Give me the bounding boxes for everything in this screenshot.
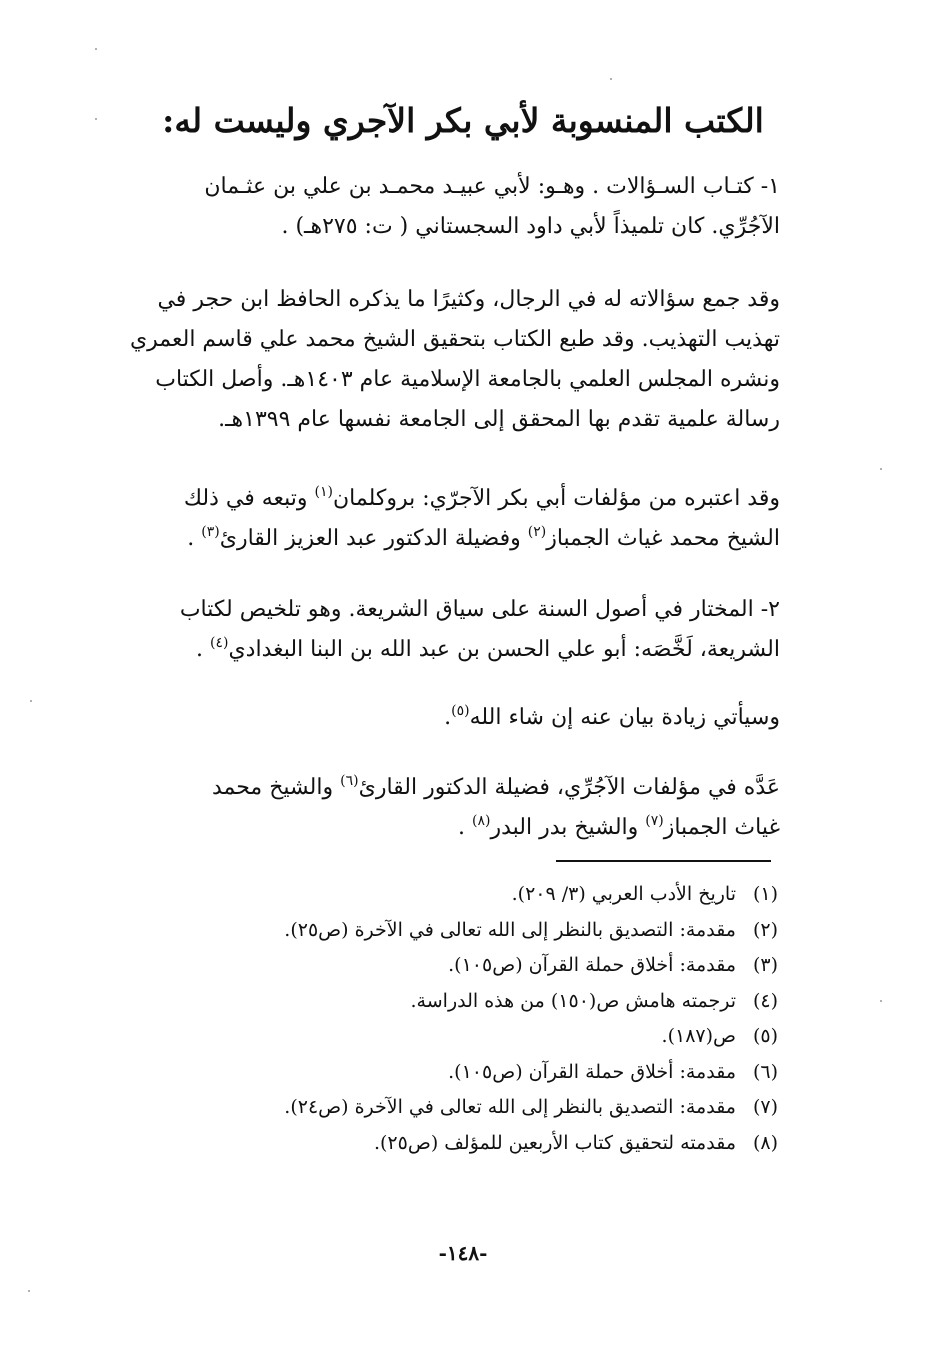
footnote-number: (٢) (752, 918, 778, 941)
footnote-number: (٣) (752, 954, 778, 976)
paragraph-line (74, 808, 780, 848)
footnote-number: (٥) (752, 1025, 778, 1047)
paragraph-line: تهذيب التهذيب. وقد طبع الكتاب بتحقيق الشيخ محمد علي قاسم العمري (129, 327, 780, 352)
text-run: والشيخ بدر البدر (490, 815, 646, 840)
footnotes-list (150, 877, 778, 1161)
paragraph-line (74, 519, 780, 559)
text-run: وسيأتي زيادة بيان عنه إن شاء الله (469, 705, 780, 730)
paragraph-2 (74, 280, 780, 440)
text-run: غياث الجمباز (663, 815, 780, 840)
footnote-item (150, 1090, 778, 1126)
paragraph-line: رسالة علمية تقدم بها المحقق إلى الجامعة نفسها عام ١٣٩٩هـ. (218, 407, 780, 432)
footnote-text: مقدمته لتحقيق كتاب الأربعين للمؤلف (ص٢٥). (373, 1131, 736, 1154)
footnote-text: ترجمته هامش ص(١٥٠) من هذه الدراسة. (410, 989, 736, 1012)
text-run: الشريعة، لَخَّصَه: أبو علي الحسن بن عبد الله بن البنا البغدادي (228, 637, 780, 662)
footnote-ref[interactable]: (٨) (471, 813, 491, 829)
text-run: الشيخ محمد غياث الجمباز (546, 526, 780, 551)
footnote-number: (٧) (752, 1096, 778, 1118)
footnote-number: (٦) (752, 1060, 778, 1083)
paragraph-line: وقد جمع سؤالاته له في الرجال، وكثيرًا ما يذكره الحافظ ابن حجر في (157, 287, 780, 312)
paragraph-line: ونشره المجلس العلمي بالجامعة الإسلامية عام ١٤٠٣هـ. وأصل الكتاب (155, 367, 780, 392)
paragraph-line (74, 768, 780, 808)
footnote-ref[interactable]: (١) (314, 484, 334, 500)
paragraph-line: ٢- المختار في أصول السنة على سياق الشريعة. وهو تلخيص لكتاب (179, 597, 780, 622)
text-run: . (187, 526, 202, 551)
scan-speck (28, 1290, 30, 1292)
footnote-ref[interactable]: (٦) (340, 773, 359, 789)
paragraph-6 (74, 768, 780, 848)
scan-speck (95, 48, 97, 50)
footnote-ref[interactable]: (٣) (201, 524, 220, 540)
text-run: . (457, 815, 472, 840)
footnote-number: (٤) (752, 989, 778, 1012)
footnote-item (150, 1019, 778, 1055)
page-title: الكتب المنسوبة لأبي بكر الآجري وليست له: (162, 101, 764, 140)
text-run: والشيخ محمد (211, 775, 341, 800)
footnote-text: مقدمة: التصديق بالنظر إلى الله تعالى في الآخرة (ص٢٤). (284, 1096, 736, 1118)
paragraph-line (74, 479, 780, 519)
footnote-item (150, 984, 778, 1020)
paragraph-line (74, 630, 780, 670)
text-run: . (195, 637, 210, 662)
footnote-item (150, 1055, 778, 1091)
paragraph-line (74, 698, 780, 738)
footnote-ref[interactable]: (٤) (209, 635, 229, 651)
footnote-number: (١) (752, 883, 778, 905)
text-run: عَدَّه في مؤلفات الآجُرِّي، فضيلة الدكتور القارئ (358, 775, 780, 800)
page-number: -١٤٨- (438, 1241, 488, 1265)
footnote-item (150, 1126, 778, 1162)
paragraph-1 (74, 167, 780, 247)
footnote-ref[interactable]: (٧) (645, 813, 664, 829)
footnote-separator (556, 860, 771, 862)
footnote-text: مقدمة: أخلاق حملة القرآن (ص١٠٥). (448, 954, 736, 976)
scan-speck (610, 78, 612, 80)
text-run: . (444, 705, 452, 730)
paragraph-3 (74, 479, 780, 559)
footnote-text: تاريخ الأدب العربي (٣/ ٢٠٩). (511, 883, 736, 905)
scan-speck (880, 1000, 882, 1002)
paragraph-line: الآجُرِّي. كان تلميذاً لأبي داود السجستاني ( ت: ٢٧٥هـ) . (281, 214, 780, 239)
footnote-number: (٨) (752, 1131, 778, 1154)
text-run: وتبعه في ذلك (183, 486, 315, 511)
footnote-item (150, 913, 778, 949)
footnote-item (150, 877, 778, 913)
footnote-ref[interactable]: (٥) (451, 703, 470, 719)
footnote-text: مقدمة: أخلاق حملة القرآن (ص١٠٥). (448, 1060, 736, 1083)
paragraph-4 (74, 590, 780, 670)
scan-speck (95, 118, 97, 120)
paragraph-line: ١- كتـاب السـؤالات . وهـو: لأبي عبيـد محمـد بن علي بن عثـمان (204, 174, 780, 199)
footnote-text: مقدمة: التصديق بالنظر إلى الله تعالى في الآخرة (ص٢٥). (284, 918, 736, 941)
footnote-ref[interactable]: (٢) (527, 524, 547, 540)
scan-speck (30, 700, 32, 702)
text-run: وفضيلة الدكتور عبد العزيز القارئ (219, 526, 528, 551)
text-run: وقد اعتبره من مؤلفات أبي بكر الآجرّي: بروكلمان (333, 486, 780, 511)
paragraph-5 (74, 698, 780, 738)
scan-speck (880, 468, 882, 470)
footnote-text: ص(١٨٧). (661, 1025, 736, 1047)
footnote-item (150, 948, 778, 984)
